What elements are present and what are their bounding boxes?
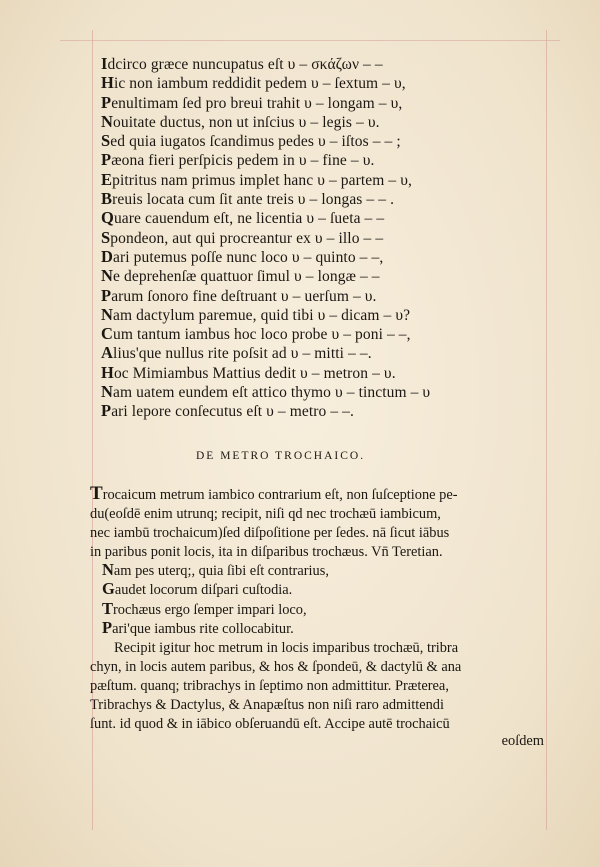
prose-text: ari'que iambus rite collocabitur. — [112, 620, 294, 637]
verse-initial: P — [101, 285, 112, 305]
verse-initial: I — [101, 54, 108, 73]
verse-text: um tantum iambus hoc loco probe υ – poni – –, — [113, 326, 411, 344]
verse-line — [101, 54, 561, 73]
verse-line — [101, 305, 561, 324]
verse-initial: H — [101, 73, 114, 93]
prose-text: Recipit igitur hoc metrum in locis imparibus trochæū, tribra — [114, 639, 459, 656]
prose-initial: T — [102, 598, 114, 618]
verse-initial: B — [101, 189, 113, 209]
prose-block — [90, 484, 550, 751]
prose-line — [90, 675, 550, 694]
verse-line — [101, 247, 561, 266]
prose-line — [90, 484, 550, 503]
verse-initial: P — [101, 92, 112, 112]
verse-line — [101, 363, 561, 382]
prose-text: chyn, in locis autem paribus, & hos & ſpondeū, & dactylū & ana — [90, 658, 462, 675]
verse-text: am dactylum paremue, quid tibi υ – dicam – υ? — [113, 306, 411, 324]
verse-initial: P — [101, 150, 112, 170]
prose-line — [90, 713, 550, 732]
verse-text: pitritus nam primus implet hanc υ – partem – υ, — [112, 171, 412, 189]
verse-initial: D — [101, 246, 114, 266]
verse-initial: N — [101, 304, 114, 324]
verse-line — [101, 343, 561, 362]
verse-line — [101, 401, 561, 420]
prose-text: nec iambū trochaicum)ſed diſpoſitione per ſedes. nā ſicut iābus — [90, 525, 450, 542]
verse-text: pondeon, aut qui procreantur ex υ – illo – – — [110, 229, 384, 247]
verse-initial: Q — [101, 208, 114, 228]
verse-line — [101, 228, 561, 247]
verse-text: dcirco græce nuncupatus eſt υ – σκάζων – – — [107, 56, 383, 73]
prose-initial: G — [102, 579, 115, 599]
prose-text: audet locorum diſpari cuſtodia. — [114, 582, 293, 599]
verse-line — [101, 286, 561, 305]
verse-line — [101, 324, 561, 343]
prose-line — [90, 599, 550, 618]
verse-text: arum ſonoro fine deſtruant υ – uerſum – υ. — [111, 287, 377, 305]
verse-line — [101, 150, 561, 169]
verse-line — [101, 112, 561, 131]
verse-text: ouitate ductus, non ut inſcius υ – legis – υ. — [113, 113, 380, 131]
margin-rule-top — [60, 40, 560, 41]
verse-text: am uatem eundem eſt attico thymo υ – tinctum – υ — [113, 384, 431, 402]
verse-text: ed quia iugatos ſcandimus pedes υ – iſtos – – ; — [110, 133, 401, 151]
verse-text: lius'que nullus rite poſsit ad υ – mitti – –. — [113, 345, 372, 363]
verse-text: ari lepore conſecutus eſt υ – metro – –. — [111, 403, 354, 421]
prose-line — [90, 618, 550, 637]
prose-text: pæſtum. quanq; tribrachys in ſeptimo non admittitur. Præterea, — [90, 677, 449, 694]
verse-line — [101, 73, 561, 92]
verse-text: uare cauendum eſt, ne licentia υ – ſueta – – — [113, 210, 385, 228]
verse-block — [101, 54, 561, 421]
verse-text: ari putemus poſſe nunc loco υ – quinto – –, — [113, 248, 384, 266]
verse-line — [101, 131, 561, 150]
prose-text: rocaicum metrum iambico contrarium eſt, non ſuſceptione pe- — [102, 487, 458, 503]
verse-text: oc Mimiambus Mattius dedit υ – metron – υ. — [113, 364, 396, 382]
verse-initial: H — [101, 362, 114, 382]
prose-initial: P — [102, 617, 113, 637]
prose-line — [90, 656, 550, 675]
prose-text: du(eoſdē enim utrunq; recipit, niſi qd nec trochæū iambicum, — [90, 506, 441, 523]
prose-line — [90, 522, 550, 541]
prose-line — [90, 579, 550, 598]
verse-line — [101, 170, 561, 189]
prose-text: am pes uterq;, quia ſibi eſt contrarius, — [113, 563, 329, 580]
prose-text: ſunt. id quod & in iābico obſeruandū eſt. Accipe autē trochaicū — [90, 716, 450, 733]
section-heading: DE METRO TROCHAICO. — [196, 450, 366, 462]
verse-initial: S — [101, 227, 111, 247]
catchword: eoſdem — [501, 733, 544, 750]
verse-initial: P — [101, 401, 112, 421]
verse-line — [101, 382, 561, 401]
verse-initial: A — [101, 343, 114, 363]
prose-text: rochæus ergo ſemper impari loco, — [113, 601, 307, 618]
verse-text: æona fieri perſpicis pedem in υ – fine – υ. — [111, 152, 375, 170]
verse-line — [101, 189, 561, 208]
prose-text: Tribrachys & Dactylus, & Anapæſtus non niſi raro admittendi — [90, 697, 445, 714]
prose-line — [90, 637, 550, 656]
verse-initial: N — [101, 266, 114, 286]
verse-initial: S — [101, 131, 111, 151]
verse-initial: N — [101, 111, 114, 131]
verse-text: e deprehenſæ quattuor ſimul υ – longæ – – — [113, 268, 380, 286]
prose-line — [90, 541, 550, 560]
prose-initial: N — [102, 560, 114, 580]
prose-text: in paribus ponit locis, ita in diſparibus trochæus. Vn̄ Teretian. — [90, 544, 443, 561]
verse-initial: E — [101, 169, 113, 189]
verse-line — [101, 266, 561, 285]
prose-line — [90, 560, 550, 579]
verse-initial: N — [101, 382, 114, 402]
verse-line — [101, 208, 561, 227]
verse-line — [101, 93, 561, 112]
verse-initial: C — [101, 324, 114, 344]
prose-initial: T — [90, 483, 103, 504]
verse-text: enultimam ſed pro breui trahit υ – longam – υ, — [111, 94, 403, 112]
verse-text: ic non iambum reddidit pedem υ – ſextum – υ, — [113, 75, 406, 93]
prose-line — [90, 503, 550, 522]
verse-text: reuis locata cum ſit ante treis υ – longas – – . — [112, 191, 395, 209]
prose-line — [90, 694, 550, 713]
